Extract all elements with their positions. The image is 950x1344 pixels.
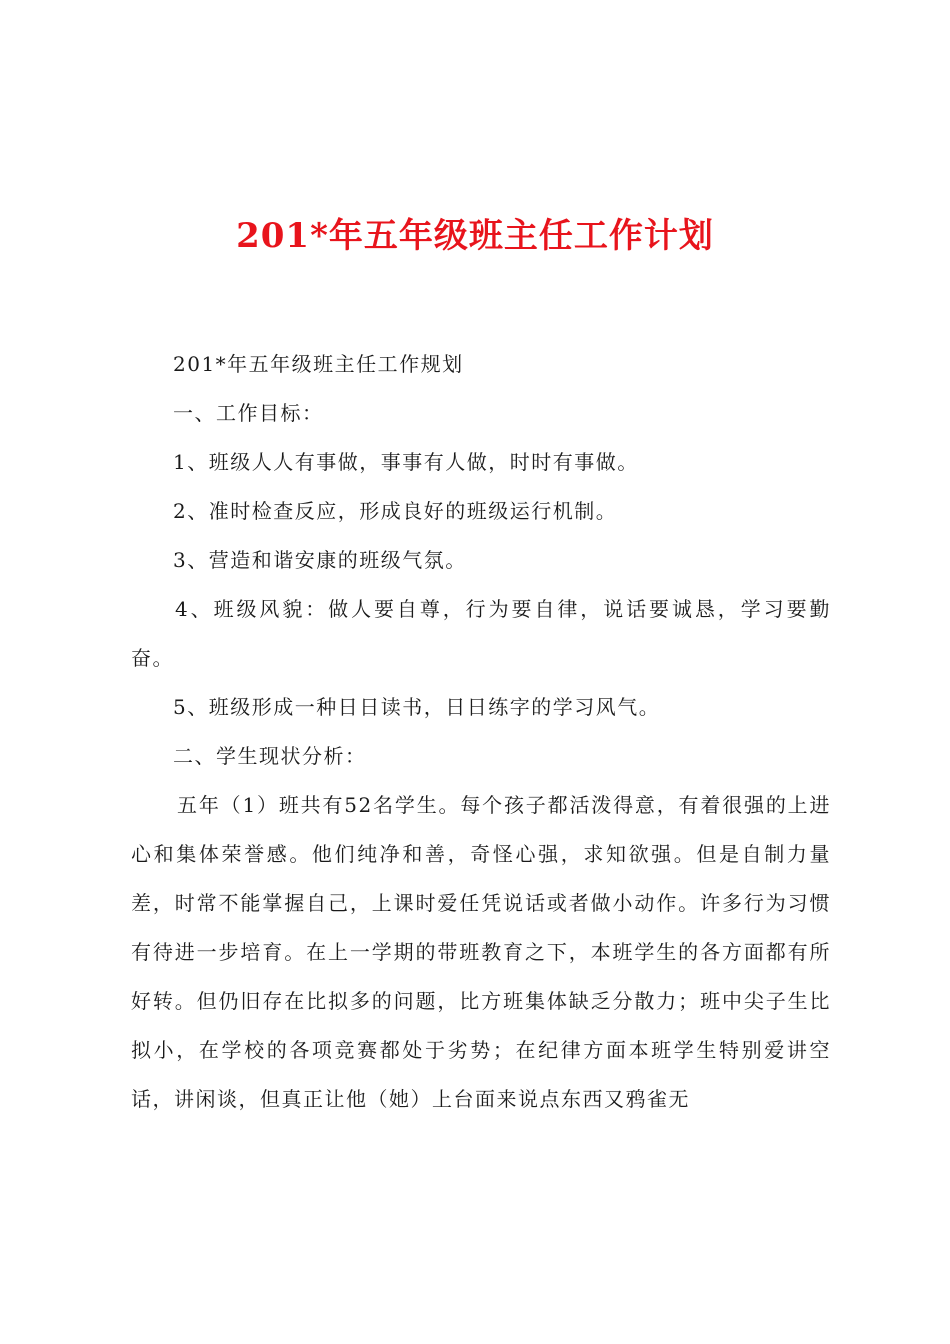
document-body [131,340,831,1124]
paragraph-goal-3: 3、营造和谐安康的班级气氛。 [173,548,467,572]
paragraph-plan-heading: 201*年五年级班主任工作规划 [173,352,464,376]
document-title: 201*年五年级班主任工作计划 [236,216,714,256]
paragraph-goal-4: 4、班级风貌：做人要自尊，行为要自律，说话要诚恳，学习要勤奋。 [131,597,831,670]
paragraph-section-analysis: 二、学生现状分析： [173,744,367,768]
paragraph-goal-1: 1、班级人人有事做，事事有人做，时时有事做。 [173,450,639,474]
paragraph-analysis-body: 五年（1）班共有52名学生。每个孩子都活泼得意，有着很强的上进心和集体荣誉感。他们纯净和善，奇怪心强，求知欲强。但是自制力量差，时常不能掌握自己，上课时爱任凭说话或者做小动作。许多行为习惯有待进一步培育。在上一学期的带班教育之下，本班学生的各方面都有所好转。但仍旧存在比拟多的问题，比方班集体缺乏分散力；班中尖子生比拟小，在学校的各项竞赛都处于劣势；在纪律方面本班学生特别爱讲空话，讲闲谈，但真正让他（她）上台面来说点东西又鸦雀无 [131,793,831,1111]
paragraph-goal-2: 2、准时检查反应，形成良好的班级运行机制。 [173,499,618,523]
paragraph-section-goals: 一、工作目标： [173,401,324,425]
paragraph-goal-5: 5、班级形成一种日日读书，日日练字的学习风气。 [173,695,661,719]
